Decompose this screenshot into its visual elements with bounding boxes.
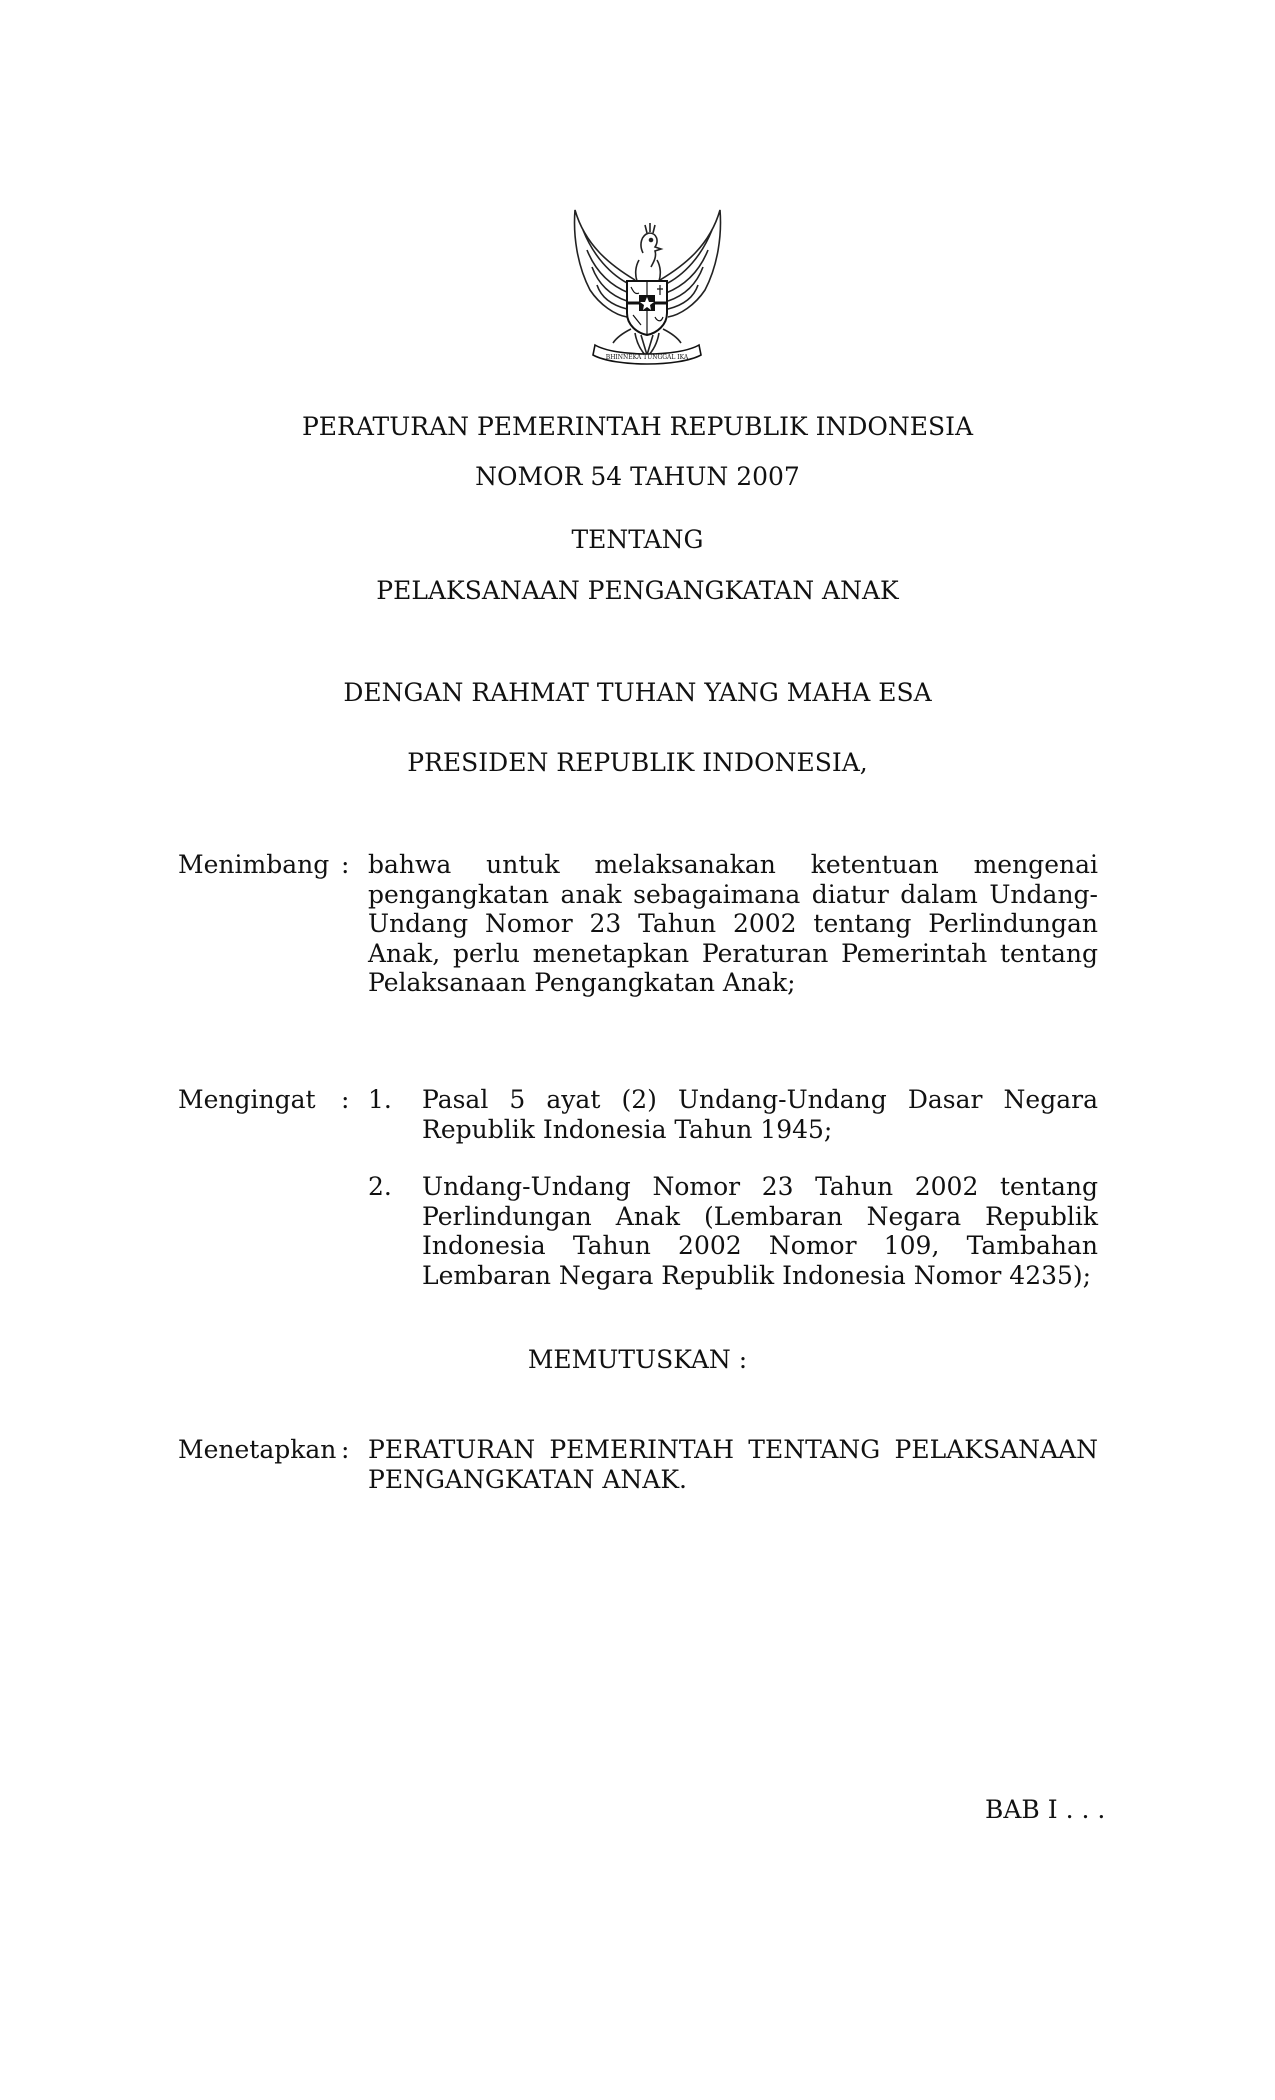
garuda-emblem-icon [565,205,730,375]
menetapkan-label: Menetapkan [178,1435,337,1464]
title-line-4: PELAKSANAAN PENGANGKATAN ANAK [376,576,899,605]
title-line-2: NOMOR 54 TAHUN 2007 [475,462,800,491]
mengingat-label: Mengingat [178,1085,316,1114]
svg-text:BHINNEKA TUNGGAL IKA: BHINNEKA TUNGGAL IKA [605,354,689,361]
mengingat-item-text: Undang-Undang Nomor 23 Tahun 2002 tentang Perlindungan Anak (Lembaran Negara Republik Indonesia Tahun 2002 Nomor 109, Tambahan Lembaran Negara Republik Indonesia Nomor 4235); [422,1172,1098,1290]
mengingat-item-text: Pasal 5 ayat (2) Undang-Undang Dasar Negara Republik Indonesia Tahun 1945; [422,1085,1098,1144]
mengingat-colon: : [341,1085,350,1114]
mengingat-item-number: 2. [368,1172,392,1201]
menimbang-text: bahwa untuk melaksanakan ketentuan mengenai pengangkatan anak sebagaimana diatur dalam Undang-Undang Nomor 23 Tahun 2002 tentang Perlindungan Anak, perlu menetapkan Peraturan Pemerintah tentang Pelaksanaan Pengangkatan Anak; [368,850,1098,997]
memutuskan-heading: MEMUTUSKAN : [527,1345,748,1374]
menetapkan-text: PERATURAN PEMERINTAH TENTANG PELAKSANAAN PENGANGKATAN ANAK. [368,1435,1098,1494]
menetapkan-colon: : [341,1435,350,1464]
menimbang-label: Menimbang [178,850,330,879]
menimbang-colon: : [341,850,350,879]
president-line: PRESIDEN REPUBLIK INDONESIA, [407,748,868,777]
continuation-marker: BAB I . . . [985,1795,1106,1824]
title-line-3: TENTANG [571,525,704,554]
title-line-1: PERATURAN PEMERINTAH REPUBLIK INDONESIA [301,412,974,441]
invocation: DENGAN RAHMAT TUHAN YANG MAHA ESA [343,678,932,707]
mengingat-item-number: 1. [368,1085,392,1114]
